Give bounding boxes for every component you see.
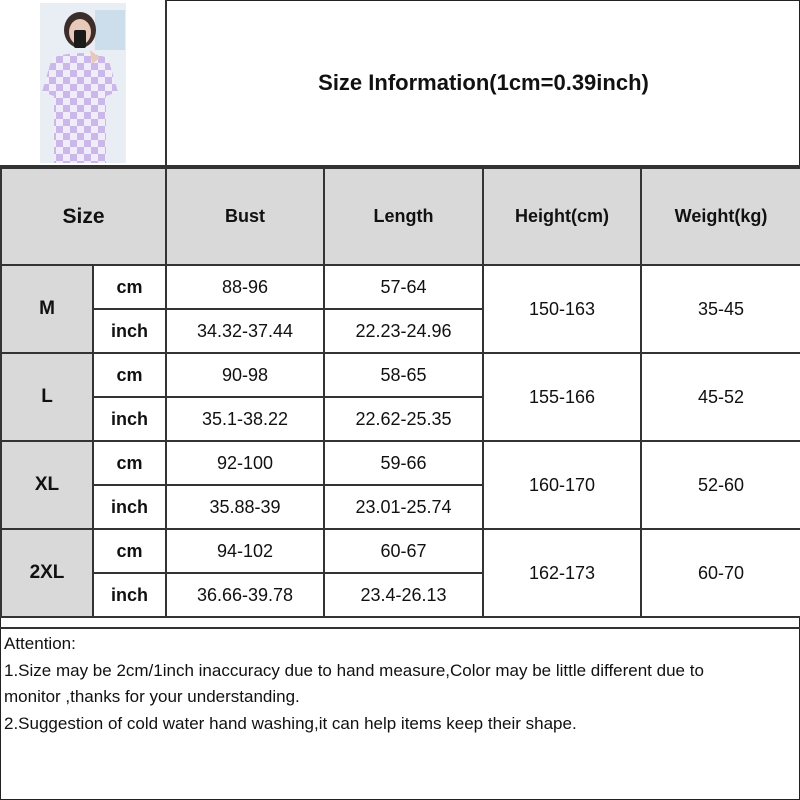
size-label: 2XL — [1, 529, 93, 617]
header-size: Size — [1, 168, 166, 265]
table-row — [1, 265, 800, 309]
length-inch: 22.23-24.96 — [324, 309, 483, 353]
height-value: 162-173 — [483, 529, 641, 617]
length-inch: 23.01-25.74 — [324, 485, 483, 529]
size-table — [0, 167, 800, 618]
notes-line: monitor ,thanks for your understanding. — [4, 687, 300, 706]
header-height: Height(cm) — [483, 168, 641, 265]
unit-inch: inch — [93, 309, 166, 353]
bust-cm: 88-96 — [166, 265, 324, 309]
bust-cm: 94-102 — [166, 529, 324, 573]
bust-inch: 35.1-38.22 — [166, 397, 324, 441]
size-label: M — [1, 265, 93, 353]
model-photo-icon — [0, 0, 165, 165]
height-value: 160-170 — [483, 441, 641, 529]
bust-inch: 36.66-39.78 — [166, 573, 324, 617]
table-header-row — [1, 168, 800, 265]
table-row — [1, 441, 800, 485]
size-label: L — [1, 353, 93, 441]
unit-cm: cm — [93, 441, 166, 485]
attention-notes — [0, 627, 800, 800]
header-weight: Weight(kg) — [641, 168, 800, 265]
weight-value: 35-45 — [641, 265, 800, 353]
length-inch: 23.4-26.13 — [324, 573, 483, 617]
table-row — [1, 529, 800, 573]
product-photo — [0, 0, 167, 167]
notes-line: 2.Suggestion of cold water hand washing,it can help items keep their shape. — [4, 713, 577, 733]
unit-cm: cm — [93, 353, 166, 397]
notes-heading: Attention: — [4, 634, 76, 653]
length-cm: 59-66 — [324, 441, 483, 485]
weight-value: 52-60 — [641, 441, 800, 529]
height-value: 155-166 — [483, 353, 641, 441]
length-cm: 60-67 — [324, 529, 483, 573]
length-inch: 22.62-25.35 — [324, 397, 483, 441]
bust-cm: 90-98 — [166, 353, 324, 397]
bust-inch: 35.88-39 — [166, 485, 324, 529]
unit-cm: cm — [93, 529, 166, 573]
weight-value: 45-52 — [641, 353, 800, 441]
unit-inch: inch — [93, 485, 166, 529]
weight-value: 60-70 — [641, 529, 800, 617]
header-bust: Bust — [166, 168, 324, 265]
bust-inch: 34.32-37.44 — [166, 309, 324, 353]
size-label: XL — [1, 441, 93, 529]
page-title: Size Information(1cm=0.39inch) — [167, 0, 800, 167]
length-cm: 57-64 — [324, 265, 483, 309]
bust-cm: 92-100 — [166, 441, 324, 485]
table-row — [1, 353, 800, 397]
header-length: Length — [324, 168, 483, 265]
unit-inch: inch — [93, 573, 166, 617]
unit-cm: cm — [93, 265, 166, 309]
height-value: 150-163 — [483, 265, 641, 353]
unit-inch: inch — [93, 397, 166, 441]
length-cm: 58-65 — [324, 353, 483, 397]
notes-line: 1.Size may be 2cm/1inch inaccuracy due to hand measure,Color may be little different due to — [4, 660, 704, 680]
